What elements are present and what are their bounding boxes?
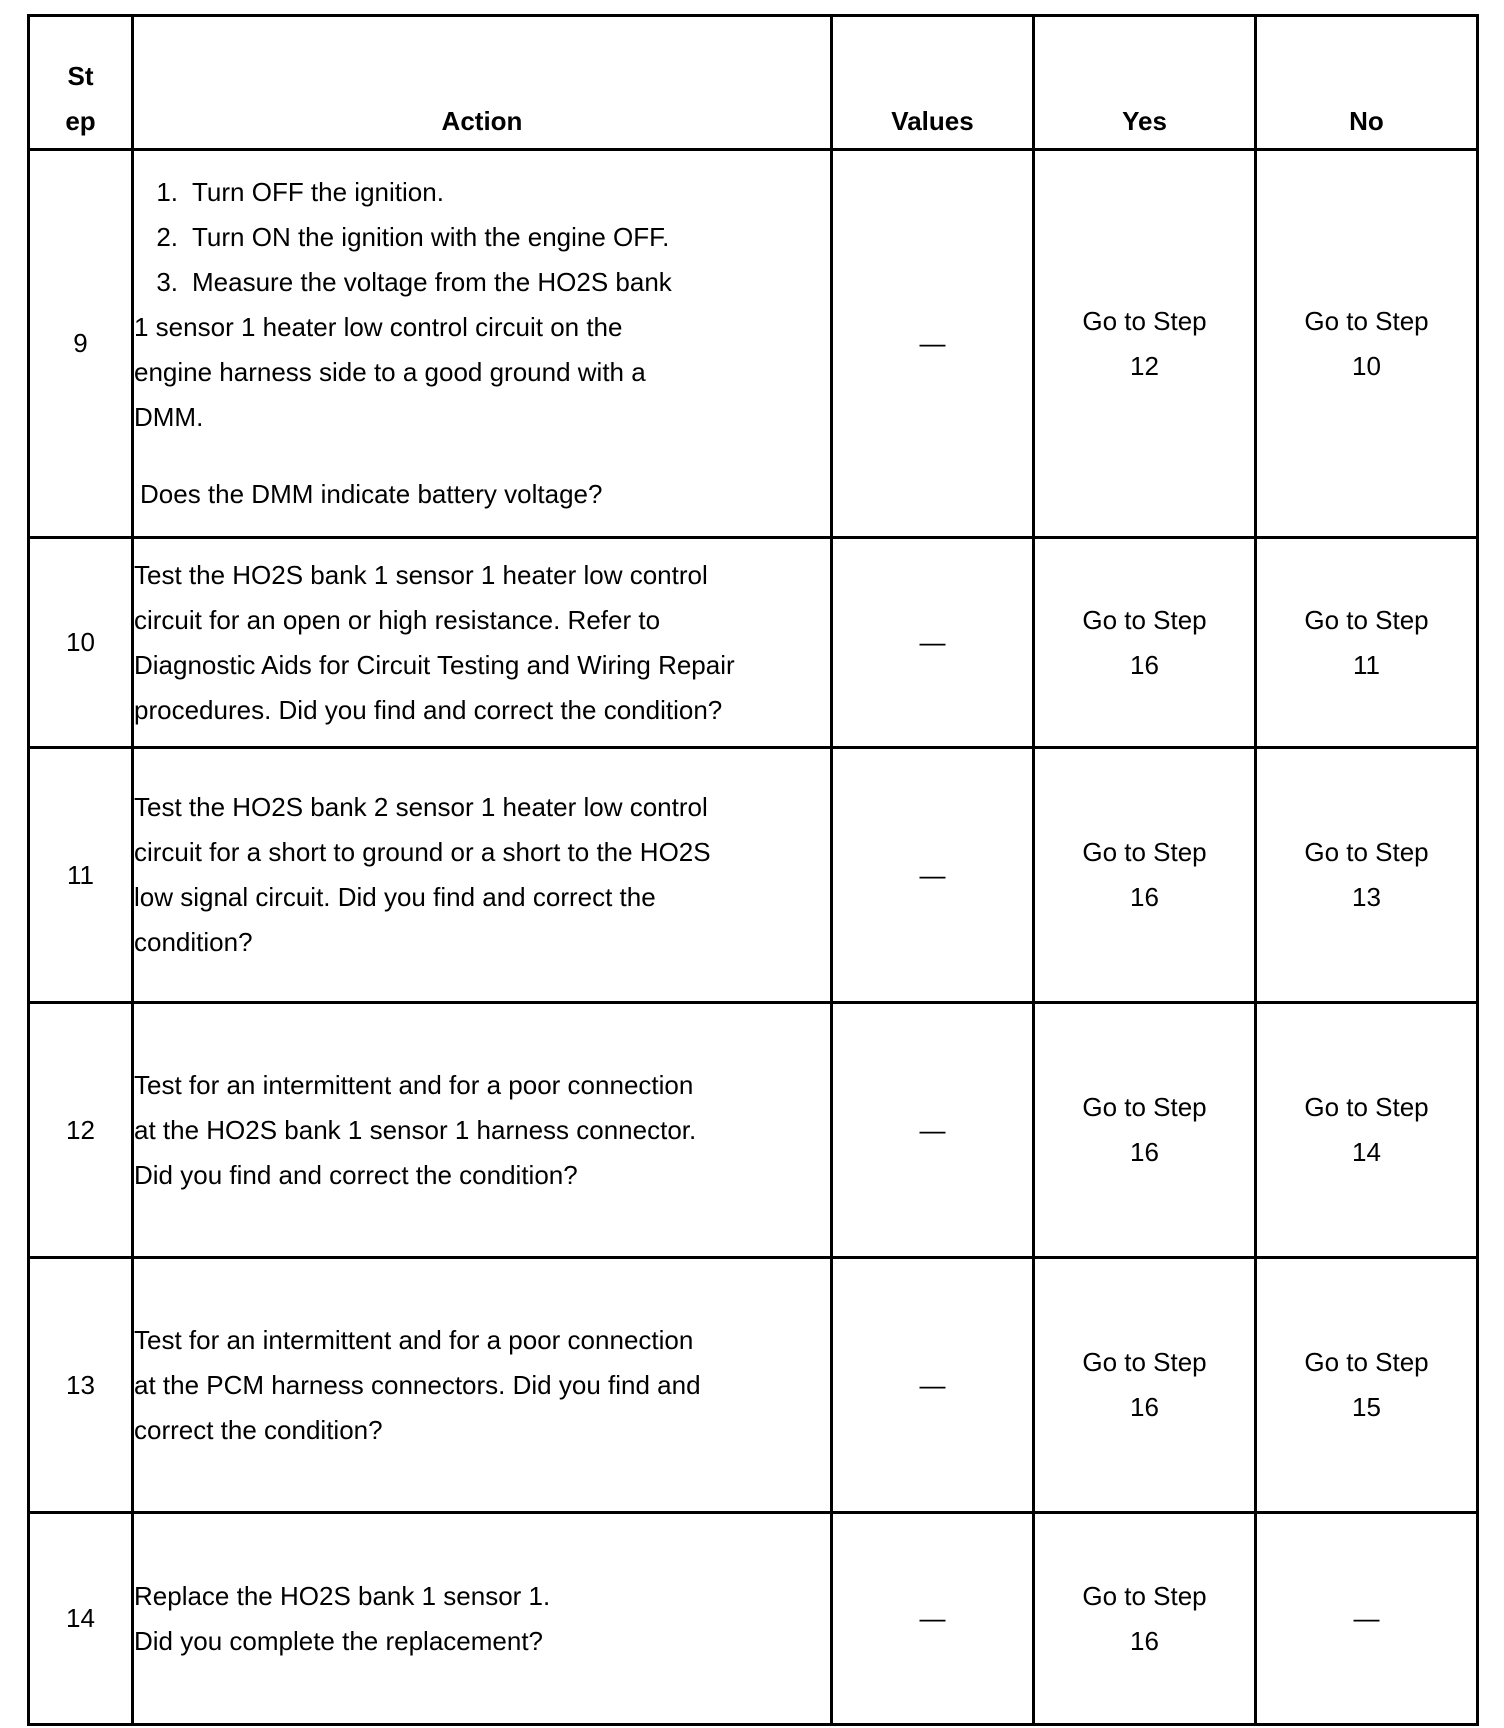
no-cell: Go to Step 13 bbox=[1256, 748, 1478, 1003]
yes-header: Yes bbox=[1034, 16, 1256, 150]
action-line: DMM. bbox=[134, 402, 204, 432]
table-row bbox=[29, 748, 1478, 1003]
action-line: Test the HO2S bank 2 sensor 1 heater low control bbox=[134, 792, 708, 822]
no-cell: — bbox=[1256, 1513, 1478, 1725]
action-line: correct the condition? bbox=[134, 1414, 383, 1445]
list-item: 2. Turn ON the ignition with the engine OFF. bbox=[156, 222, 670, 252]
action-question: Does the DMM indicate battery voltage? bbox=[140, 479, 603, 509]
action-line: Test the HO2S bank 1 sensor 1 heater low control bbox=[134, 559, 708, 590]
no-header: No bbox=[1256, 16, 1478, 150]
step-number: 11 bbox=[29, 748, 133, 1003]
action-line: at the HO2S bank 1 sensor 1 harness connector. bbox=[134, 1114, 697, 1145]
value-cell: — bbox=[832, 1003, 1034, 1258]
action-header: Action bbox=[133, 16, 832, 150]
value-cell: — bbox=[832, 150, 1034, 538]
action-line: Diagnostic Aids for Circuit Testing and Wiring Repair bbox=[134, 649, 735, 680]
values-header: Values bbox=[832, 16, 1034, 150]
action-line: Replace the HO2S bank 1 sensor 1. bbox=[134, 1580, 551, 1611]
yes-cell: Go to Step 16 bbox=[1034, 1003, 1256, 1258]
header-row bbox=[29, 16, 1478, 150]
list-item: 1. Turn OFF the ignition. bbox=[156, 177, 444, 207]
action-cell bbox=[133, 1003, 832, 1258]
yes-cell: Go to Step 16 bbox=[1034, 538, 1256, 748]
action-line: circuit for a short to ground or a short to the HO2S bbox=[134, 837, 711, 867]
action-line: Did you find and correct the condition? bbox=[134, 1159, 578, 1190]
value-cell: — bbox=[832, 538, 1034, 748]
action-cell bbox=[133, 538, 832, 748]
no-cell: Go to Step 10 bbox=[1256, 150, 1478, 538]
table-row bbox=[29, 538, 1478, 748]
step-number: 10 bbox=[29, 538, 133, 748]
action-line: 1 sensor 1 heater low control circuit on the bbox=[134, 312, 623, 342]
yes-cell: Go to Step 16 bbox=[1034, 1513, 1256, 1725]
value-cell: — bbox=[832, 748, 1034, 1003]
action-line: engine harness side to a good ground with a bbox=[134, 357, 646, 387]
action-cell bbox=[133, 1513, 832, 1725]
step-number: 12 bbox=[29, 1003, 133, 1258]
action-line: condition? bbox=[134, 927, 253, 957]
step-number: 14 bbox=[29, 1513, 133, 1725]
step-number: 13 bbox=[29, 1258, 133, 1513]
yes-cell: Go to Step 12 bbox=[1034, 150, 1256, 538]
action-line: Test for an intermittent and for a poor connection bbox=[134, 1324, 694, 1355]
action-line: at the PCM harness connectors. Did you find and bbox=[134, 1369, 701, 1400]
action-line: circuit for an open or high resistance. Refer to bbox=[134, 604, 661, 635]
action-cell bbox=[133, 748, 832, 1003]
action-line: low signal circuit. Did you find and correct the bbox=[134, 882, 656, 912]
table-row bbox=[29, 1258, 1478, 1513]
action-line: Did you complete the replacement? bbox=[134, 1625, 544, 1656]
yes-cell: Go to Step 16 bbox=[1034, 1258, 1256, 1513]
table-row bbox=[29, 1513, 1478, 1725]
action-line: Test for an intermittent and for a poor connection bbox=[134, 1069, 694, 1100]
no-cell: Go to Step 15 bbox=[1256, 1258, 1478, 1513]
value-cell: — bbox=[832, 1258, 1034, 1513]
action-cell bbox=[133, 1258, 832, 1513]
action-cell bbox=[133, 150, 832, 538]
yes-cell: Go to Step 16 bbox=[1034, 748, 1256, 1003]
step-number: 9 bbox=[29, 150, 133, 538]
no-cell: Go to Step 14 bbox=[1256, 1003, 1478, 1258]
action-line: procedures. Did you find and correct the condition? bbox=[134, 694, 723, 725]
diagnostic-table bbox=[27, 14, 1479, 1726]
table-row bbox=[29, 1003, 1478, 1258]
step-header: St ep bbox=[29, 16, 133, 150]
list-item: 3. Measure the voltage from the HO2S bank bbox=[156, 267, 672, 297]
value-cell: — bbox=[832, 1513, 1034, 1725]
table-row bbox=[29, 150, 1478, 538]
no-cell: Go to Step 11 bbox=[1256, 538, 1478, 748]
